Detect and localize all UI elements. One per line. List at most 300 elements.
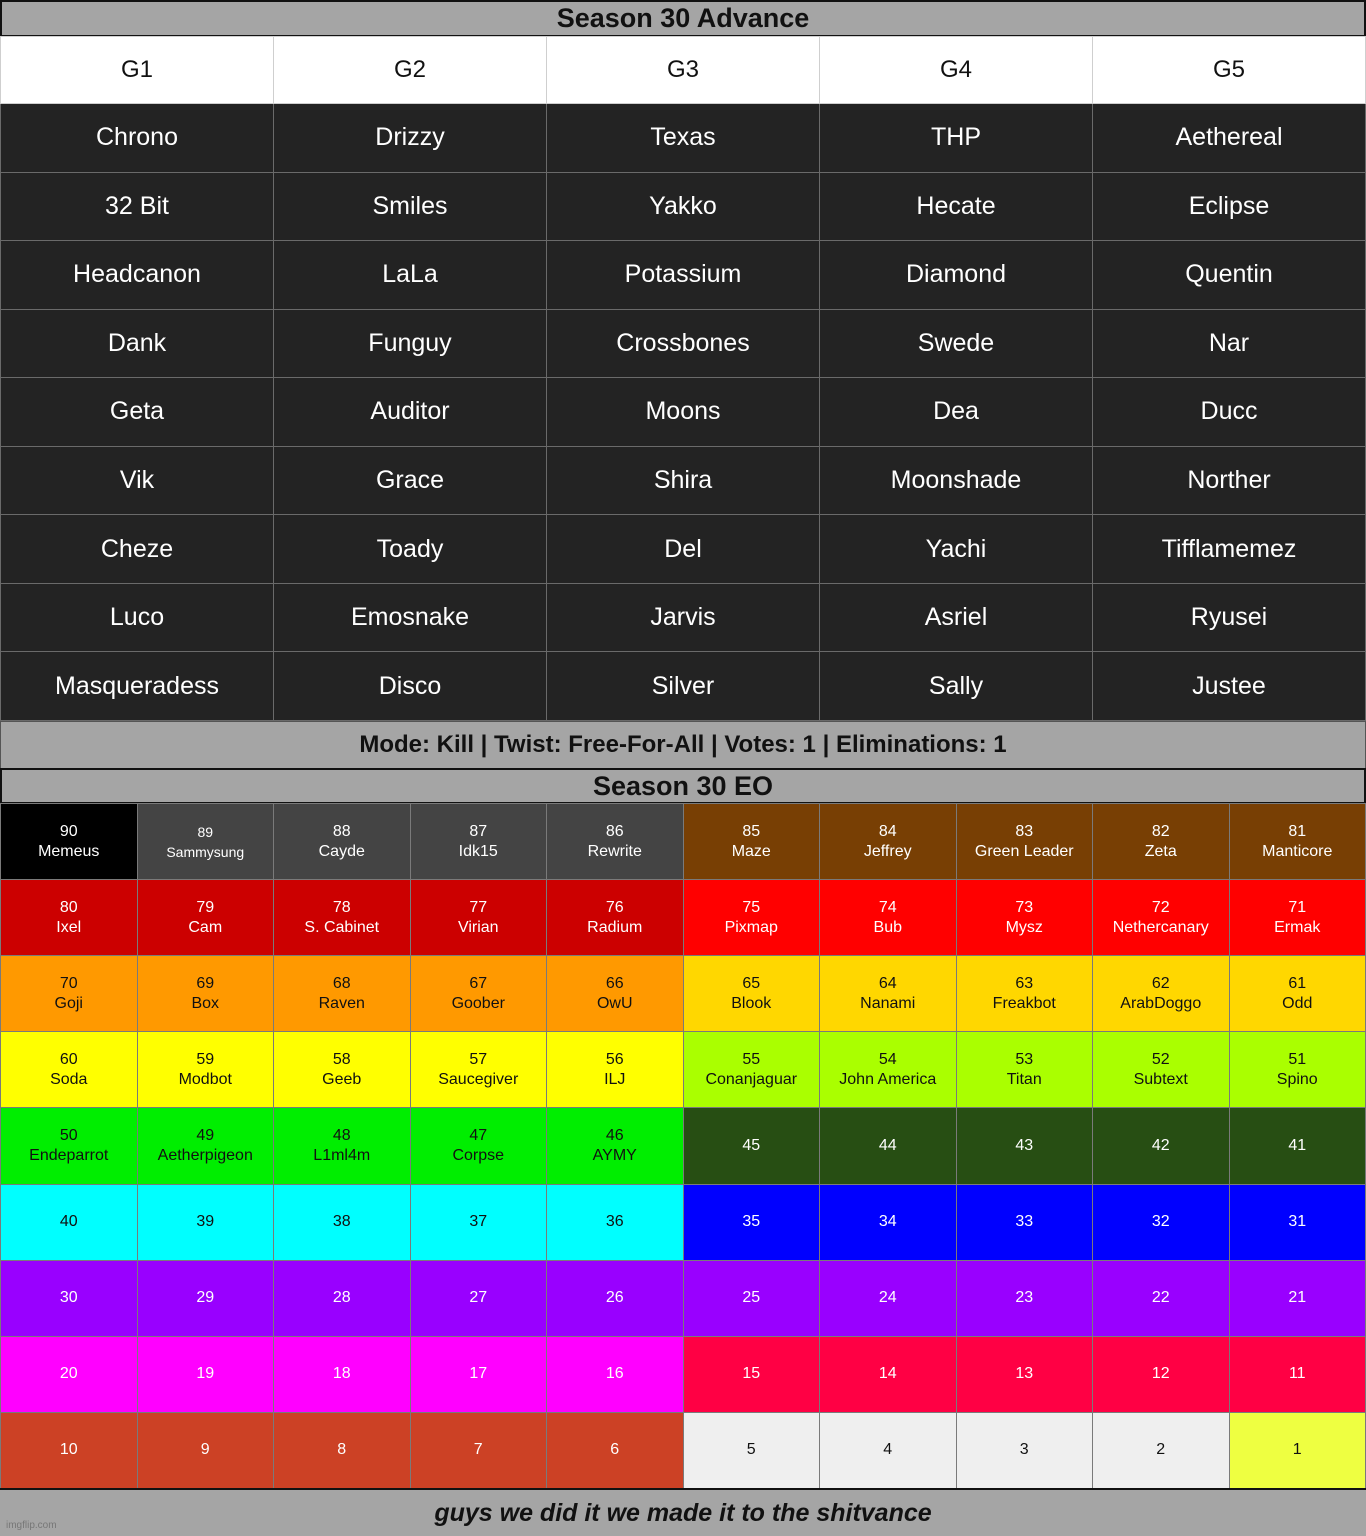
eo-player-name: OwU xyxy=(596,994,633,1012)
eo-cell xyxy=(137,1260,274,1336)
eo-player-name: Blook xyxy=(731,994,772,1012)
eo-placement: 64 xyxy=(878,974,897,992)
eo-cell xyxy=(820,956,957,1032)
eo-placement: 28 xyxy=(332,1289,351,1307)
eo-player-name: Soda xyxy=(50,1070,88,1088)
eo-placement: 89 xyxy=(197,823,214,840)
eo-player-name: Memeus xyxy=(38,842,100,860)
eo-cell xyxy=(956,880,1093,956)
eo-placement: 72 xyxy=(1151,898,1170,916)
eo-placement: 7 xyxy=(473,1441,483,1459)
eo-player-name: Ermak xyxy=(1274,918,1321,936)
eo-cell xyxy=(1093,880,1230,956)
eo-player-name: Box xyxy=(191,994,220,1012)
eo-placement: 65 xyxy=(742,974,761,992)
eo-placement: 5 xyxy=(746,1441,756,1459)
eo-placement: 74 xyxy=(878,898,897,916)
eo-placement: 30 xyxy=(59,1289,78,1307)
eo-cell xyxy=(820,1184,957,1260)
eo-cell xyxy=(547,880,684,956)
eo-placement: 1 xyxy=(1292,1441,1302,1459)
eo-placement: 56 xyxy=(605,1050,624,1068)
eo-player-name: Corpse xyxy=(452,1146,505,1164)
eo-cell xyxy=(547,1108,684,1184)
eo-cell xyxy=(683,1260,820,1336)
eo-cell xyxy=(683,1032,820,1108)
eo-cell xyxy=(274,1412,411,1488)
eo-cell xyxy=(1,1260,138,1336)
eo-cell xyxy=(683,1336,820,1412)
advance-row xyxy=(1,378,1366,447)
eo-row xyxy=(1,1032,1366,1108)
eo-player-name: S. Cabinet xyxy=(304,918,380,936)
eo-player-name: Green Leader xyxy=(974,842,1074,860)
eo-placement: 81 xyxy=(1288,822,1307,840)
advance-player-cell: Justee xyxy=(1093,652,1366,721)
advance-row xyxy=(1,309,1366,378)
eo-placement: 75 xyxy=(742,898,761,916)
eo-placement: 3 xyxy=(1019,1441,1029,1459)
eo-placement: 73 xyxy=(1015,898,1034,916)
eo-placement: 33 xyxy=(1015,1213,1034,1231)
eo-placement: 13 xyxy=(1015,1365,1034,1383)
eo-placement: 88 xyxy=(332,822,351,840)
advance-player-cell: Cheze xyxy=(1,515,274,584)
eo-placement: 39 xyxy=(196,1213,215,1231)
eo-placement: 35 xyxy=(742,1213,761,1231)
eo-placement: 77 xyxy=(469,898,488,916)
eo-placement: 9 xyxy=(200,1441,210,1459)
eo-cell xyxy=(547,1412,684,1488)
eo-player-name: Spino xyxy=(1276,1070,1318,1088)
eo-placement: 18 xyxy=(332,1365,351,1383)
advance-player-cell: Ryusei xyxy=(1093,583,1366,652)
eo-cell xyxy=(683,804,820,880)
eo-placement: 32 xyxy=(1151,1213,1170,1231)
eo-player-name: Endeparrot xyxy=(29,1146,109,1164)
eo-placement: 52 xyxy=(1151,1050,1170,1068)
eo-cell xyxy=(1229,1184,1366,1260)
eo-placement: 69 xyxy=(196,974,215,992)
eo-placement: 47 xyxy=(469,1126,488,1144)
eo-player-name: Zeta xyxy=(1144,842,1177,860)
advance-table xyxy=(0,36,1366,721)
eo-cell xyxy=(820,1412,957,1488)
eo-cell xyxy=(410,804,547,880)
advance-player-cell: Disco xyxy=(274,652,547,721)
eo-placement: 57 xyxy=(469,1050,488,1068)
eo-placement: 55 xyxy=(742,1050,761,1068)
eo-row xyxy=(1,1184,1366,1260)
eo-cell xyxy=(1,1412,138,1488)
eo-cell xyxy=(1229,1032,1366,1108)
eo-placement: 31 xyxy=(1288,1213,1307,1231)
eo-cell xyxy=(1229,1108,1366,1184)
eo-cell xyxy=(1093,804,1230,880)
eo-player-name: Jeffrey xyxy=(863,842,912,860)
eo-placement: 17 xyxy=(469,1365,488,1383)
eo-placement: 82 xyxy=(1151,822,1170,840)
eo-placement: 49 xyxy=(196,1126,215,1144)
eo-placement: 14 xyxy=(878,1365,897,1383)
eo-row xyxy=(1,1108,1366,1184)
eo-placement: 42 xyxy=(1151,1136,1170,1154)
eo-placement: 63 xyxy=(1015,974,1034,992)
eo-cell xyxy=(1093,1184,1230,1260)
advance-row xyxy=(1,446,1366,515)
group-header: G4 xyxy=(820,37,1093,104)
eo-placement: 19 xyxy=(196,1365,215,1383)
eo-cell xyxy=(274,804,411,880)
advance-player-cell: Ducc xyxy=(1093,378,1366,447)
advance-player-cell: Crossbones xyxy=(547,309,820,378)
eo-placement: 44 xyxy=(878,1136,897,1154)
eo-player-name: Idk15 xyxy=(458,842,498,860)
eo-player-name: ArabDoggo xyxy=(1120,994,1202,1012)
advance-player-cell: 32 Bit xyxy=(1,172,274,241)
eo-cell xyxy=(547,1336,684,1412)
eo-cell xyxy=(410,956,547,1032)
eo-placement: 62 xyxy=(1151,974,1170,992)
eo-row xyxy=(1,1260,1366,1336)
eo-placement: 78 xyxy=(332,898,351,916)
eo-player-name: Aetherpigeon xyxy=(157,1146,253,1164)
eo-player-name: Pixmap xyxy=(724,918,778,936)
eo-placement: 60 xyxy=(59,1050,78,1068)
eo-placement: 29 xyxy=(196,1289,215,1307)
eo-placement: 6 xyxy=(610,1441,620,1459)
eo-title: Season 30 EO xyxy=(0,768,1366,804)
mode-line: Mode: Kill | Twist: Free-For-All | Votes: 1 | Eliminations: 1 xyxy=(0,721,1366,769)
eo-placement: 84 xyxy=(878,822,897,840)
eo-row xyxy=(1,880,1366,956)
eo-player-name: ILJ xyxy=(604,1070,626,1088)
eo-player-name: Radium xyxy=(587,918,643,936)
eo-player-name: Nethercanary xyxy=(1112,918,1209,936)
eo-placement: 4 xyxy=(883,1441,893,1459)
advance-player-cell: Dea xyxy=(820,378,1093,447)
advance-player-cell: Diamond xyxy=(820,241,1093,310)
eo-placement: 12 xyxy=(1151,1365,1170,1383)
eo-cell xyxy=(1,880,138,956)
eo-cell xyxy=(1229,1412,1366,1488)
eo-table xyxy=(0,803,1366,1489)
eo-placement: 61 xyxy=(1288,974,1307,992)
eo-player-name: Goji xyxy=(54,994,83,1012)
eo-cell xyxy=(137,1108,274,1184)
eo-player-name: Freakbot xyxy=(992,994,1056,1012)
eo-cell xyxy=(1,956,138,1032)
eo-cell xyxy=(137,1412,274,1488)
eo-cell xyxy=(137,804,274,880)
eo-placement: 59 xyxy=(196,1050,215,1068)
eo-player-name: Cam xyxy=(188,918,223,936)
eo-player-name: Goober xyxy=(451,994,505,1012)
advance-player-cell: Chrono xyxy=(1,104,274,173)
eo-placement: 43 xyxy=(1015,1136,1034,1154)
eo-cell xyxy=(683,1184,820,1260)
advance-player-cell: THP xyxy=(820,104,1093,173)
eo-player-name: Maze xyxy=(731,842,771,860)
eo-placement: 46 xyxy=(605,1126,624,1144)
eo-cell xyxy=(820,1032,957,1108)
watermark: imgflip.com xyxy=(6,1520,57,1531)
advance-title: Season 30 Advance xyxy=(0,0,1366,37)
eo-placement: 37 xyxy=(469,1213,488,1231)
eo-placement: 85 xyxy=(742,822,761,840)
group-header: G3 xyxy=(547,37,820,104)
advance-player-cell: Potassium xyxy=(547,241,820,310)
advance-player-cell: Headcanon xyxy=(1,241,274,310)
eo-placement: 86 xyxy=(605,822,624,840)
eo-cell xyxy=(956,804,1093,880)
advance-player-cell: Toady xyxy=(274,515,547,584)
eo-player-name: Virian xyxy=(457,918,499,936)
eo-placement: 21 xyxy=(1288,1289,1307,1307)
eo-placement: 76 xyxy=(605,898,624,916)
eo-cell xyxy=(1093,1412,1230,1488)
advance-row xyxy=(1,652,1366,721)
eo-cell xyxy=(547,1184,684,1260)
eo-cell xyxy=(1,1108,138,1184)
eo-player-name: Sammysung xyxy=(166,843,245,860)
advance-player-cell: Norther xyxy=(1093,446,1366,515)
advance-player-cell: Texas xyxy=(547,104,820,173)
eo-cell xyxy=(1093,1032,1230,1108)
eo-placement: 68 xyxy=(332,974,351,992)
advance-player-cell: LaLa xyxy=(274,241,547,310)
eo-cell xyxy=(1,1032,138,1108)
advance-player-cell: Moonshade xyxy=(820,446,1093,515)
advance-player-cell: Dank xyxy=(1,309,274,378)
advance-player-cell: Funguy xyxy=(274,309,547,378)
eo-cell xyxy=(547,1260,684,1336)
eo-placement: 83 xyxy=(1015,822,1034,840)
advance-player-cell: Jarvis xyxy=(547,583,820,652)
eo-placement: 24 xyxy=(878,1289,897,1307)
eo-player-name: Saucegiver xyxy=(438,1070,519,1088)
advance-row xyxy=(1,241,1366,310)
eo-cell xyxy=(137,1336,274,1412)
eo-player-name: Subtext xyxy=(1133,1070,1188,1088)
eo-placement: 70 xyxy=(59,974,78,992)
eo-row xyxy=(1,804,1366,880)
eo-cell xyxy=(1229,1336,1366,1412)
eo-placement: 23 xyxy=(1015,1289,1034,1307)
advance-player-cell: Quentin xyxy=(1093,241,1366,310)
advance-player-cell: Drizzy xyxy=(274,104,547,173)
eo-placement: 53 xyxy=(1015,1050,1034,1068)
advance-player-cell: Aethereal xyxy=(1093,104,1366,173)
eo-placement: 40 xyxy=(59,1213,78,1231)
advance-player-cell: Emosnake xyxy=(274,583,547,652)
eo-placement: 54 xyxy=(878,1050,897,1068)
advance-player-cell: Auditor xyxy=(274,378,547,447)
advance-player-cell: Asriel xyxy=(820,583,1093,652)
eo-row xyxy=(1,1412,1366,1488)
eo-player-name: AYMY xyxy=(592,1146,637,1164)
eo-placement: 90 xyxy=(59,822,78,840)
eo-cell xyxy=(137,956,274,1032)
advance-header-row xyxy=(1,37,1366,104)
eo-placement: 51 xyxy=(1288,1050,1307,1068)
eo-cell xyxy=(410,1184,547,1260)
advance-player-cell: Grace xyxy=(274,446,547,515)
advance-row xyxy=(1,515,1366,584)
eo-cell xyxy=(274,1032,411,1108)
eo-placement: 11 xyxy=(1288,1365,1306,1383)
advance-player-cell: Del xyxy=(547,515,820,584)
eo-cell xyxy=(137,1032,274,1108)
advance-player-cell: Yachi xyxy=(820,515,1093,584)
eo-cell xyxy=(1229,956,1366,1032)
eo-cell xyxy=(547,1032,684,1108)
eo-placement: 34 xyxy=(878,1213,897,1231)
eo-placement: 10 xyxy=(59,1441,78,1459)
eo-placement: 67 xyxy=(469,974,488,992)
advance-player-cell: Sally xyxy=(820,652,1093,721)
eo-cell xyxy=(410,880,547,956)
eo-cell xyxy=(820,1108,957,1184)
eo-cell xyxy=(956,1032,1093,1108)
eo-cell xyxy=(820,1336,957,1412)
group-header: G2 xyxy=(274,37,547,104)
advance-player-cell: Geta xyxy=(1,378,274,447)
eo-player-name: Conanjaguar xyxy=(705,1070,798,1088)
eo-row xyxy=(1,956,1366,1032)
eo-cell xyxy=(956,956,1093,1032)
eo-row xyxy=(1,1336,1366,1412)
advance-player-cell: Vik xyxy=(1,446,274,515)
eo-cell xyxy=(683,1108,820,1184)
eo-placement: 20 xyxy=(59,1365,78,1383)
eo-placement: 25 xyxy=(742,1289,761,1307)
eo-placement: 16 xyxy=(605,1365,624,1383)
eo-placement: 50 xyxy=(59,1126,78,1144)
eo-placement: 79 xyxy=(196,898,215,916)
eo-cell xyxy=(1,1184,138,1260)
advance-player-cell: Nar xyxy=(1093,309,1366,378)
eo-placement: 58 xyxy=(332,1050,351,1068)
eo-cell xyxy=(1,804,138,880)
footer-caption: guys we did it we made it to the shitvance xyxy=(0,1488,1366,1536)
eo-cell xyxy=(956,1336,1093,1412)
eo-cell xyxy=(820,804,957,880)
advance-player-cell: Hecate xyxy=(820,172,1093,241)
advance-row xyxy=(1,104,1366,173)
eo-placement: 26 xyxy=(605,1289,624,1307)
eo-player-name: Nanami xyxy=(860,994,916,1012)
eo-cell xyxy=(274,1336,411,1412)
eo-cell xyxy=(1093,1260,1230,1336)
eo-placement: 41 xyxy=(1288,1136,1307,1154)
eo-cell xyxy=(547,956,684,1032)
eo-cell xyxy=(1093,956,1230,1032)
eo-cell xyxy=(683,956,820,1032)
eo-placement: 38 xyxy=(332,1213,351,1231)
eo-cell xyxy=(1,1336,138,1412)
eo-cell xyxy=(274,1184,411,1260)
advance-player-cell: Tifflamemez xyxy=(1093,515,1366,584)
eo-cell xyxy=(956,1184,1093,1260)
eo-placement: 2 xyxy=(1156,1441,1166,1459)
advance-player-cell: Smiles xyxy=(274,172,547,241)
eo-cell xyxy=(820,1260,957,1336)
eo-cell xyxy=(410,1412,547,1488)
eo-placement: 15 xyxy=(742,1365,761,1383)
eo-player-name: Rewrite xyxy=(587,842,642,860)
advance-player-cell: Eclipse xyxy=(1093,172,1366,241)
eo-cell xyxy=(274,880,411,956)
advance-player-cell: Swede xyxy=(820,309,1093,378)
eo-cell xyxy=(956,1260,1093,1336)
eo-placement: 71 xyxy=(1288,898,1307,916)
eo-cell xyxy=(683,880,820,956)
advance-row xyxy=(1,172,1366,241)
eo-placement: 80 xyxy=(59,898,78,916)
eo-cell xyxy=(956,1108,1093,1184)
eo-cell xyxy=(1229,1260,1366,1336)
eo-player-name: Manticore xyxy=(1262,842,1333,860)
eo-placement: 87 xyxy=(469,822,488,840)
group-header: G1 xyxy=(1,37,274,104)
advance-player-cell: Shira xyxy=(547,446,820,515)
eo-placement: 66 xyxy=(605,974,624,992)
eo-cell xyxy=(274,1108,411,1184)
eo-cell xyxy=(410,1336,547,1412)
eo-player-name: Bub xyxy=(873,918,902,936)
eo-cell xyxy=(956,1412,1093,1488)
eo-player-name: Geeb xyxy=(322,1070,362,1088)
eo-player-name: Odd xyxy=(1282,994,1313,1012)
eo-player-name: John America xyxy=(839,1070,937,1088)
eo-placement: 8 xyxy=(337,1441,347,1459)
eo-cell xyxy=(137,1184,274,1260)
eo-player-name: Mysz xyxy=(1005,918,1043,936)
eo-cell xyxy=(683,1412,820,1488)
advance-player-cell: Moons xyxy=(547,378,820,447)
advance-row xyxy=(1,583,1366,652)
eo-player-name: Cayde xyxy=(318,842,365,860)
eo-cell xyxy=(410,1260,547,1336)
eo-cell xyxy=(820,880,957,956)
eo-placement: 45 xyxy=(742,1136,761,1154)
eo-cell xyxy=(274,1260,411,1336)
eo-cell xyxy=(137,880,274,956)
advance-player-cell: Yakko xyxy=(547,172,820,241)
eo-cell xyxy=(1093,1108,1230,1184)
advance-player-cell: Masqueradess xyxy=(1,652,274,721)
eo-cell xyxy=(547,804,684,880)
eo-player-name: Raven xyxy=(318,994,365,1012)
eo-placement: 22 xyxy=(1151,1289,1170,1307)
eo-cell xyxy=(410,1032,547,1108)
group-header: G5 xyxy=(1093,37,1366,104)
advance-player-cell: Silver xyxy=(547,652,820,721)
eo-placement: 36 xyxy=(605,1213,624,1231)
eo-player-name: L1ml4m xyxy=(313,1146,371,1164)
eo-cell xyxy=(1093,1336,1230,1412)
eo-cell xyxy=(1229,804,1366,880)
advance-player-cell: Luco xyxy=(1,583,274,652)
eo-player-name: Titan xyxy=(1006,1070,1042,1088)
eo-placement: 48 xyxy=(332,1126,351,1144)
eo-cell xyxy=(1229,880,1366,956)
eo-player-name: Ixel xyxy=(56,918,82,936)
eo-cell xyxy=(410,1108,547,1184)
eo-cell xyxy=(274,956,411,1032)
eo-placement: 27 xyxy=(469,1289,488,1307)
